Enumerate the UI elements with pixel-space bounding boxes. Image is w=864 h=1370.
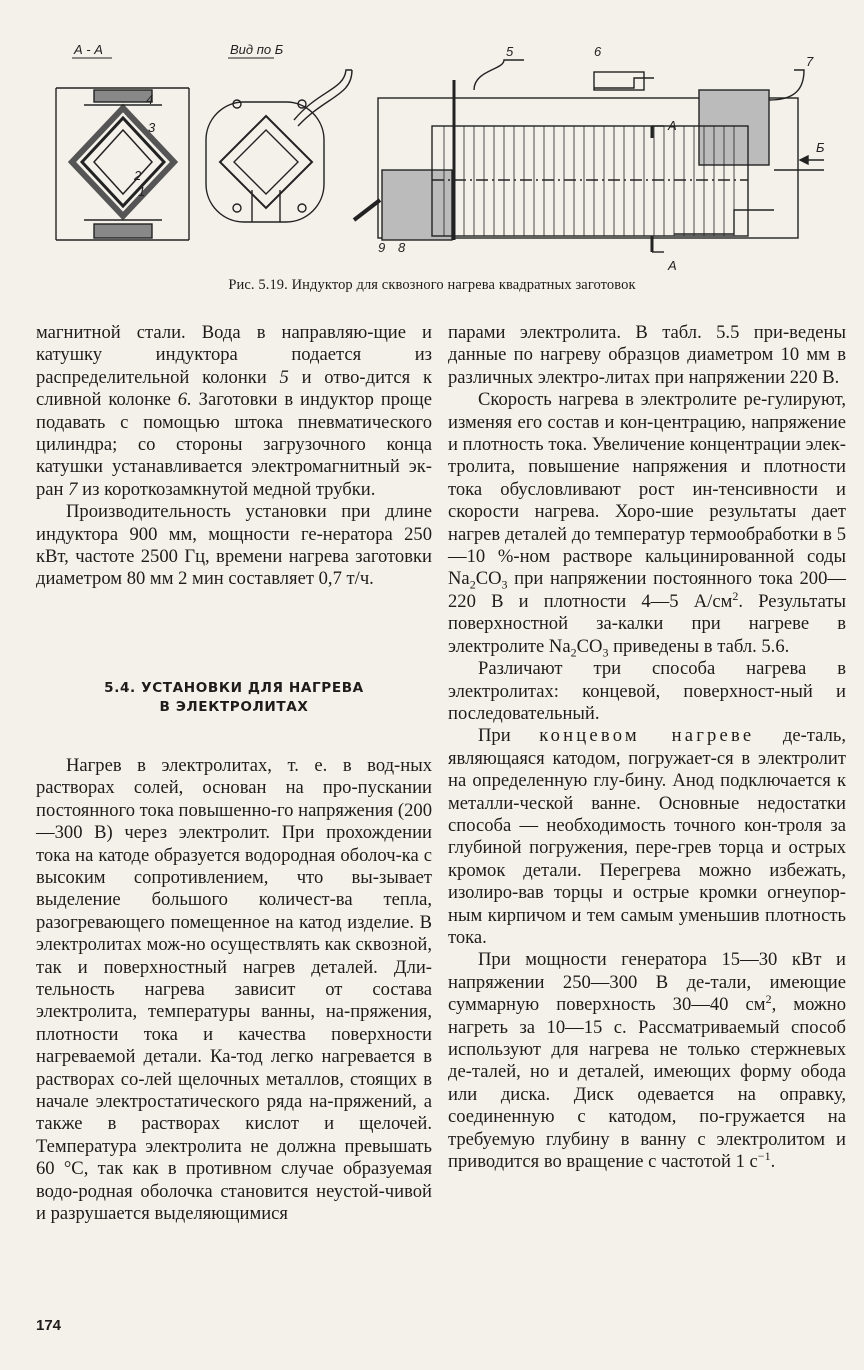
label-cut-a-bottom: А bbox=[668, 258, 677, 273]
right-paragraph-3: Различают три способа нагрева в электролитах: концевой, поверхност-ный и последовательный. bbox=[448, 658, 846, 724]
section-heading-line-1: 5.4. УСТАНОВКИ ДЛЯ НАГРЕВА bbox=[104, 679, 364, 696]
section-aa-drawing bbox=[56, 88, 189, 240]
view-b-drawing bbox=[206, 70, 352, 222]
label-3: 3 bbox=[148, 120, 156, 135]
left-paragraph-3: Нагрев в электролитах, т. е. в вод-ных растворах солей, основан на про-пускании постоянного тока повышенно-го напряжения (200—300 В) через электролит. При прохождении тока на катоде образуется водородная оболоч-ка с высоким сопротивлением, что вы-зывает выделение большого количест-ва тепла, разогревающего помещенное на катод изделие. В электролитах мож-но осуществлять как сквозной, так и поверхностный нагрев деталей. Дли-тельность нагрева зависит от состава электролита, температуры ванны, на-пряжения, плотности тока и качества поверхности нагреваемой детали. Ка-тод легко нагревается в растворах со-лей щелочных металлов, стоящих в начале электростатического ряда на-пряжений, а также в растворах кислот и щелочей. Температура электролита не должна превышать 60 °С, так как в противном случае образуемая водо-родная оболочка становится неустой-чивой и разрушается выделяющимися bbox=[36, 754, 432, 1224]
right-paragraph-4: При концевом нагреве де-таль, являющаяся катодом, погружает-ся в электролит на определенную глу-бину. Анод подключается к металли-ческой ванне. Основные недостатки способа — необходимость точного кон-троля за глубиной погружения, пере-грев торца и острых кромок детали. Перегрева можно избежать, изолиро-вав торцы и острые кромки огнеупор-ным кирпичом и тем самым уменьшив плотность тока. bbox=[448, 725, 846, 948]
label-cut-a-top: А bbox=[668, 118, 677, 133]
label-5: 5 bbox=[506, 44, 514, 59]
label-8: 8 bbox=[398, 240, 406, 255]
spaced-term: концевом нагреве bbox=[539, 725, 755, 747]
inductor-drawing bbox=[34, 30, 844, 280]
right-paragraph-2: Скорость нагрева в электролите ре-гулируют, изменяя его состав и кон-центрацию, напряжение и плотность тока. Увеличение концентрации элек-тролита, повышение напряжения и плотности тока обусловливают рост ин-тенсивности и скорости нагрева. Хоро-шие результаты дает нагрев деталей до температур термообработки в 5—10 %-ном растворе кальцинированной соды $Na_2CO_3$ при напряжении постоянного тока 200—220 В и плотности 4—5 $А/см^2$. Результаты поверхностной за-калки при нагреве в электролите $Na_2CO_3$ приведены в табл. 5.6. bbox=[448, 389, 847, 660]
left-paragraph-1: магнитной стали. Вода в направляю-щие и катушку индуктора подается из распределительной колонки 5 и отво-дится к сливной колонке 6. Заготовки в индуктор проще подавать с помощью штока пневматического цилиндра; со стороны загрузочного конца катушки устанавливается электромагнитный эк-ран 7 из короткозамкнутой медной трубки. bbox=[36, 322, 432, 500]
longitudinal-view-drawing bbox=[354, 60, 824, 252]
label-7: 7 bbox=[806, 54, 814, 69]
label-4: 4 bbox=[146, 92, 154, 107]
right-paragraph-5: При мощности генератора 15—30 кВт и напряжении 250—300 В де-тали, имеющие суммарную поверхность 30—40 $см^2$, можно нагреть за 10—15 с. Рассматриваемый способ используют для нагрева не только стержневых де-талей, но и деталей, имеющих форму обода или диска. Диск одевается на оправку, соединенную с катодом, по-гружается на требуемую глубину в ванну с электролитом и приводится во вращение с частотой 1 $с^{-1}$. bbox=[448, 949, 846, 1173]
label-view-b: Вид по Б bbox=[230, 42, 284, 57]
label-section-aa: А - А bbox=[74, 42, 103, 57]
left-paragraph-2: Производительность установки при длине индуктора 900 мм, мощности ге-нератора 250 кВт, частоте 2500 Гц, времени нагрева заготовки диаметром 80 мм 2 мин составляет 0,7 т/ч. bbox=[36, 501, 432, 590]
figure-inductor bbox=[34, 30, 844, 280]
label-view-b-arrow: Б bbox=[816, 140, 825, 155]
right-column bbox=[448, 322, 846, 1173]
label-1: 1 bbox=[138, 184, 146, 199]
label-6: 6 bbox=[594, 44, 602, 59]
label-9: 9 bbox=[378, 240, 386, 255]
section-heading-line-2: В ЭЛЕКТРОЛИТАХ bbox=[159, 698, 309, 715]
right-paragraph-1: парами электролита. В табл. 5.5 при-ведены данные по нагреву образцов диаметром 10 мм в различных электро-литах при напряжении 220 В. bbox=[448, 322, 846, 388]
page-number: 174 bbox=[36, 1317, 62, 1334]
section-heading bbox=[36, 679, 432, 717]
figure-caption: Рис. 5.19. Индуктор для сквозного нагрева квадратных заготовок bbox=[228, 277, 636, 293]
label-2: 2 bbox=[134, 168, 142, 183]
left-column bbox=[36, 322, 432, 1225]
